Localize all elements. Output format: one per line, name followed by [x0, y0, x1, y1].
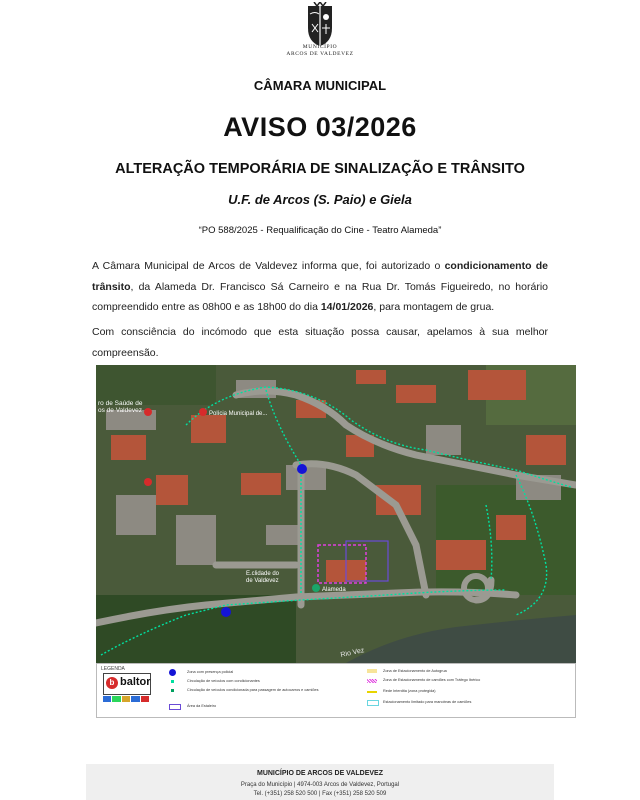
- bank-line2: de Valdevez: [246, 578, 279, 584]
- legend-truck-route-icon: [171, 689, 174, 692]
- health-center-pin: [144, 408, 152, 416]
- legend-item-site: Área da Estaleiro: [187, 704, 217, 708]
- notice-subtitle: ALTERAÇÃO TEMPORÁRIA DE SINALIZAÇÃO E TRÂNSITO: [115, 161, 525, 177]
- p1-text-bold-date: 14/01/2026: [320, 301, 374, 313]
- legend-item-restricted: Rede Interdita (zona protegida): [383, 689, 436, 693]
- map-label-health-center: [98, 400, 144, 414]
- police-marker-south: [221, 607, 231, 617]
- company-logo: [103, 673, 151, 695]
- coat-of-arms-icon: [308, 2, 332, 46]
- legend-item-truck-route: Circulação de veículos condicionada para passagem de autocarros e camiões: [187, 688, 319, 692]
- p1-text-a: A Câmara Municipal de Arcos de Valdevez informa que, foi autorizado o: [92, 260, 445, 272]
- bank-line1: E.clidade do: [246, 571, 280, 577]
- legend-item-limited-parking: Estacionamento limitado para manobras de camiões: [383, 700, 472, 704]
- poi-pin: [144, 478, 152, 486]
- cert-icon-1: [103, 696, 111, 702]
- aerial-map: [96, 365, 576, 663]
- map-legend: [96, 663, 576, 718]
- police-pin: [199, 408, 207, 416]
- cert-icon-3: [122, 696, 130, 702]
- cert-icon-5: [141, 696, 149, 702]
- legend-site-icon: [169, 704, 181, 710]
- notice-paragraph-1: [92, 256, 548, 318]
- map-label-bank: [246, 571, 281, 584]
- footer-address: Praça do Município | 4974-003 Arcos de Valdevez, Portugal: [240, 782, 400, 788]
- legend-restricted-icon: [367, 691, 377, 693]
- health-center-line1: ro de Saúde de: [98, 400, 143, 407]
- legend-police-icon: [169, 669, 176, 676]
- legend-truck-parking-icon: [367, 679, 377, 683]
- legend-item-crane: Zona de Estacionamento de Autogrua: [383, 669, 447, 673]
- cert-icon-4: [131, 696, 139, 702]
- certification-icons: [103, 696, 149, 702]
- legend-item-truck-parking: Zona de Estacionamento de camiões com Tráfego Ibérico: [383, 678, 481, 682]
- footer-contacts: Tel. (+351) 258 520 500 | Fax (+351) 258 520 509: [253, 791, 387, 797]
- legend-item-police: Zona com presença policial: [187, 670, 234, 674]
- legend-item-route: Circulação de veículos com condicionantes: [187, 679, 260, 683]
- legend-crane-icon: [367, 669, 377, 673]
- police-marker-north: [297, 464, 307, 474]
- legend-limited-parking-icon: [367, 700, 379, 706]
- map-label-river: Rio Vez: [339, 647, 366, 659]
- legend-route-icon: [171, 680, 174, 683]
- notice-title: AVISO 03/2026: [223, 112, 417, 142]
- cert-icon-2: [112, 696, 120, 702]
- p1-text-c: , da Alameda Dr. Francisco Sá Carneiro e na Rua Dr. Tomás Figueiredo, no horário compreendido entre as 08h00 e as 18h00 do dia: [92, 280, 548, 313]
- notice-paragraph-2: Com consciência do incómodo que esta situação possa causar, apelamos à sua melhor compreensão.: [92, 326, 548, 359]
- logo-caption: [270, 44, 370, 58]
- baltor-badge-icon: b: [106, 677, 118, 689]
- page-footer: [86, 764, 554, 800]
- health-center-line2: os de Valdevez: [98, 407, 142, 414]
- map-label-police: Polícia Municipal de...: [209, 411, 268, 417]
- logo-caption-line2: ARCOS DE VALDEVEZ: [286, 51, 354, 57]
- p1-text-e: , para montagem de grua.: [373, 301, 495, 313]
- alameda-pin: [312, 584, 320, 592]
- company-name: baltor: [120, 676, 151, 688]
- legend-title: LEGENDA: [101, 666, 125, 672]
- footer-municipality: MUNICÍPIO DE ARCOS DE VALDEVEZ: [256, 770, 383, 777]
- department-heading: CÂMARA MUNICIPAL: [253, 78, 387, 93]
- p1-text-bold-condition: condicionamento de trânsito: [92, 260, 549, 293]
- parish-name: U.F. de Arcos (S. Paio) e Giela: [228, 192, 412, 207]
- map-label-alameda: Alameda: [322, 587, 346, 593]
- logo-caption-line1: MUNICÍPIO: [302, 44, 338, 50]
- project-reference: “PO 588/2025 - Requalificação do Cine - Teatro Alameda”: [198, 225, 442, 236]
